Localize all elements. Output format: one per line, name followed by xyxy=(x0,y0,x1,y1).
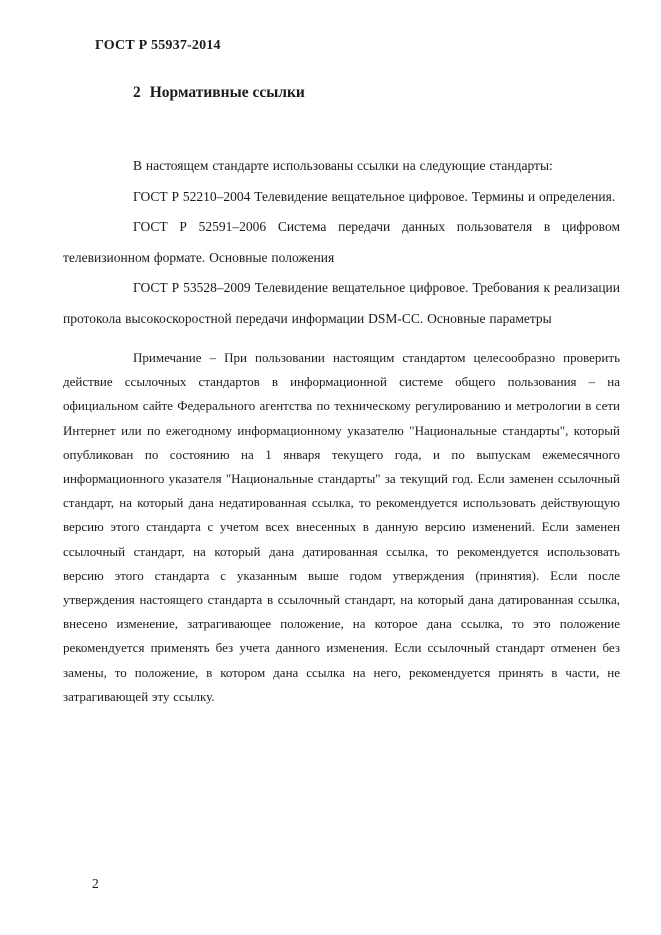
section-heading xyxy=(133,84,305,102)
body-paragraph-ref-53528: ГОСТ Р 53528–2009 Телевидение вещательное цифровое. Требования к реализации протокола высокоскоростной передачи информации DSM-CC. Основные параметры xyxy=(63,280,620,326)
body-paragraph-ref-52210: ГОСТ Р 52210–2004 Телевидение вещательное цифровое. Термины и определения. xyxy=(133,188,616,204)
note-paragraph: Примечание – При пользовании настоящим стандартом целесообразно проверить действие ссылочных стандартов в информационной системе общего пользования – на официальном сайте Федерального агентства по техническому регулированию и метрологии в сети Интернет или по ежегодному информационному указателю "Национальные стандарты", который опубликован по состоянию на 1 января текущего года, и по выпускам ежемесячного информационного указателя "Национальные стандарты" за текущий год. Если заменен ссылочный стандарт, на который дана недатированная ссылка, то рекомендуется использовать действующую версию этого стандарта с учетом всех внесенных в данную версию изменений. Если заменен ссылочный стандарт, на который дана датированная ссылка, то рекомендуется использовать версию этого стандарта с указанным выше годом утверждения (принятия). Если после утверждения настоящего стандарта в ссылочный стандарт, на который дана датированная ссылка, внесено изменение, затрагивающее положение, на которое дана ссылка, то это положение рекомендуется применять без учета данного изменения. Если ссылочный стандарт отменен без замены, то положение, в котором дана ссылка на него, рекомендуется принять в части, не затрагивающей эту ссылку. xyxy=(63,350,620,704)
body-paragraph-ref-52591: ГОСТ Р 52591–2006 Система передачи данных пользователя в цифровом телевизионном формате. Основные положения xyxy=(63,219,620,265)
body-text xyxy=(63,151,620,334)
page-number: 2 xyxy=(92,876,99,891)
section-title: Нормативные ссылки xyxy=(149,84,305,101)
running-header: ГОСТ Р 55937-2014 xyxy=(95,38,221,53)
section-number: 2 xyxy=(133,84,141,101)
body-paragraph-intro: В настоящем стандарте использованы ссылки на следующие стандарты: xyxy=(133,158,553,173)
